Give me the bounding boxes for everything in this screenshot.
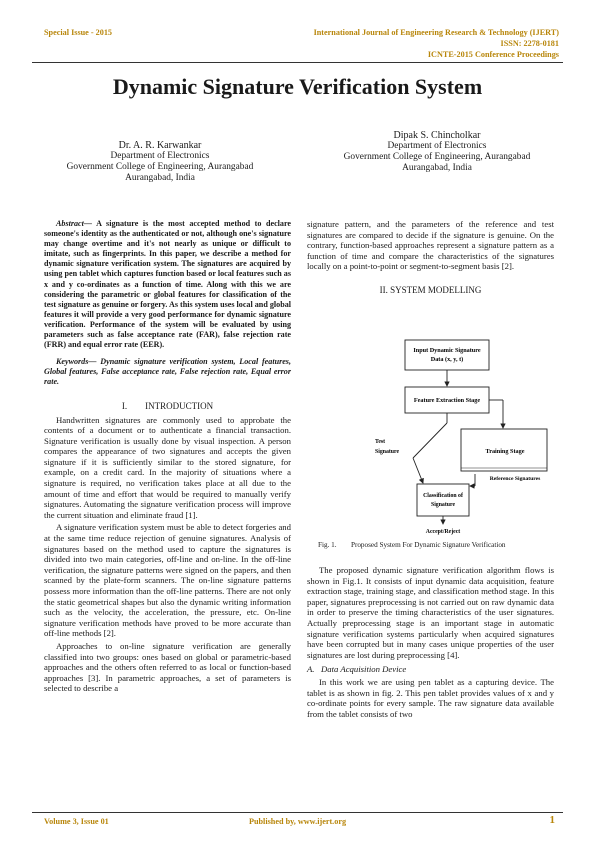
author-name: Dipak S. Chincholkar	[393, 130, 481, 141]
input-data-box	[405, 340, 489, 370]
header-issue: Special Issue - 2015	[44, 28, 113, 37]
right-column	[307, 219, 554, 296]
right-column-lower	[307, 565, 554, 719]
intro-paragraph-1: Handwritten signatures are commonly used to approbate the contents of a document or to authenticate a financial transaction. Signature verification is usually done by visual inspection. A person compares the appearance of two signatures and accepts the given signature if it is sufficiently similar to the stored signature, for example, on a credit card. In the majority of situations where a signature is required, no verification takes place at all due to the amount of time and effort that would be required to manually verify signatures. Automating the signature verification process will improve the current situation and eliminate fraud [1].	[44, 414, 291, 520]
intro-paragraph-2: A signature verification system must be able to detect forgeries and at the same time reduce rejection of genuine signatures. Analysis of signatures based on the method used to capture the signatures is divided into two main categories, off-line and on-line. In the off-line verification, the signature patterns were signed on the papers, and then scanned by the plate-form scanners. The on-line signature patterns possess more information than the off-line patterns. There are not only the static geometrical shapes but also the dynamic writing information such as the velocity, the acceleration, the pressure, etc. On-line signature verification methods have proved to be more accurate than off-line methods [2].	[44, 522, 291, 639]
right-paragraph-0: signature pattern, and the parameters of the reference and test signatures are compared to decide if the signature is genuine. On the contrary, function-based approaches represent a signature pattern as a function of time and compare the characteristics of the signatures locally on a point-to-point or segment-to-segment basis [2].	[307, 219, 554, 272]
figure-system-diagram	[365, 338, 555, 538]
right-paragraph-2: In this work we are using pen tablet as a capturing device. The tablet is as shown in fig. 2. This pen tablet provides values of x and y co-ordinate points for every sample. The raw signature data available from the tablet consists of two	[307, 676, 554, 719]
test-label-2: Signature	[375, 449, 400, 455]
reference-signatures-label: Reference Signatures	[489, 476, 541, 482]
section-heading-introduction: I. INTRODUCTION	[121, 400, 214, 411]
header-conference: ICNTE-2015 Conference Proceedings	[427, 50, 559, 59]
author-place: Aurangabad, India	[402, 163, 472, 173]
subsection-heading: A. Data Acquisition Device	[307, 664, 407, 675]
right-paragraph-1: The proposed dynamic signature verification algorithm flows is shown in Fig.1. It consists of input dynamic data acquisition, feature extraction stage, training stage, and classification method stage. In this paper, signatures preprocessing is not carried out on raw dynamic data in order to preserve the timing characteristics of the user signatures. Actually preprocessing stage is an important stage in automatic signature verification systems particularly when acquired signatures have been corrupted but in many cases unique properties of the user signatures are lost during preprocessing [4].	[307, 565, 554, 660]
abstract-text: A signature is the most accepted method to declare someone's identity as the authenticated or not, although one's signature may change overtime and it's not nearly as unique or difficult to imitate, such as fingerprints. In this paper, we describe a method for dynamic signature verification system. The signatures are acquired by using pen tablet which captures function based or local features such as x and y co-ordinates as a function of time. Along with this we are considering the parametric or global features for classification of the test signature as genuine or forgery. As this system uses local and global features it will provide a very good performance for dynamic signature verification. Performance of the system will be evaluated by using parameters such as false acceptance rate (FAR), false rejection rate (FRR) and equal error rate (EER).	[44, 219, 291, 350]
arrow-to-classification	[413, 458, 423, 483]
author-name: Dr. A. R. Karwankar	[118, 140, 202, 151]
author-block-2	[322, 130, 552, 174]
author-college: Government College of Engineering, Aurangabad	[343, 152, 531, 162]
header-rule	[32, 62, 563, 63]
page-number: 1	[549, 814, 555, 826]
training-box-label: Training Stage	[485, 448, 525, 455]
figure-caption: Fig. 1. Proposed System For Dynamic Signature Verification	[318, 541, 506, 549]
footer-volume: Volume 3, Issue 01	[44, 817, 109, 826]
keywords-text: Dynamic signature verification system, Local features, Global features, False acceptance rate, False rejection rate, Equal error rate.	[44, 357, 291, 387]
classification-label-1: Classification of	[423, 493, 463, 499]
input-box-label-1: Input Dynamic Signature	[413, 347, 481, 354]
classification-box	[417, 484, 469, 516]
header-journal: International Journal of Engineering Research & Technology (IJERT)	[313, 28, 559, 37]
feature-box-label: Feature Extraction Stage	[413, 397, 481, 404]
abstract	[44, 219, 291, 350]
test-label-1: Test	[375, 439, 386, 445]
classification-label-2: Signature	[430, 502, 456, 508]
intro-paragraph-3: Approaches to on-line signature verification are generally classified into two groups: ones based on global or parametric-based approaches and the others often referred to as local or function-based approaches [3]. In parametric approaches, a set of parameters is selected to describe a	[44, 640, 291, 694]
accept-reject-label: Accept/Reject	[425, 529, 461, 535]
keywords	[44, 357, 291, 387]
line-feature-diagonal	[413, 423, 447, 458]
abstract-label: Abstract—	[56, 219, 92, 228]
author-place: Aurangabad, India	[125, 173, 195, 183]
author-block-1	[50, 140, 270, 184]
author-dept: Department of Electronics	[110, 151, 210, 161]
author-dept: Department of Electronics	[387, 141, 487, 151]
paper-title: Dynamic Signature Verification System	[112, 74, 483, 99]
keywords-label: Keywords—	[56, 357, 97, 367]
section-heading-system-modelling: II. SYSTEM MODELLING	[379, 284, 482, 295]
footer-rule	[32, 812, 563, 813]
header-issn: ISSN: 2278-0181	[500, 39, 559, 48]
input-box-label-2: Data (x, y, t)	[430, 356, 464, 363]
author-college: Government College of Engineering, Aurangabad	[66, 162, 254, 172]
left-column	[44, 219, 291, 694]
footer-publisher: Published by, www.ijert.org	[248, 817, 347, 826]
